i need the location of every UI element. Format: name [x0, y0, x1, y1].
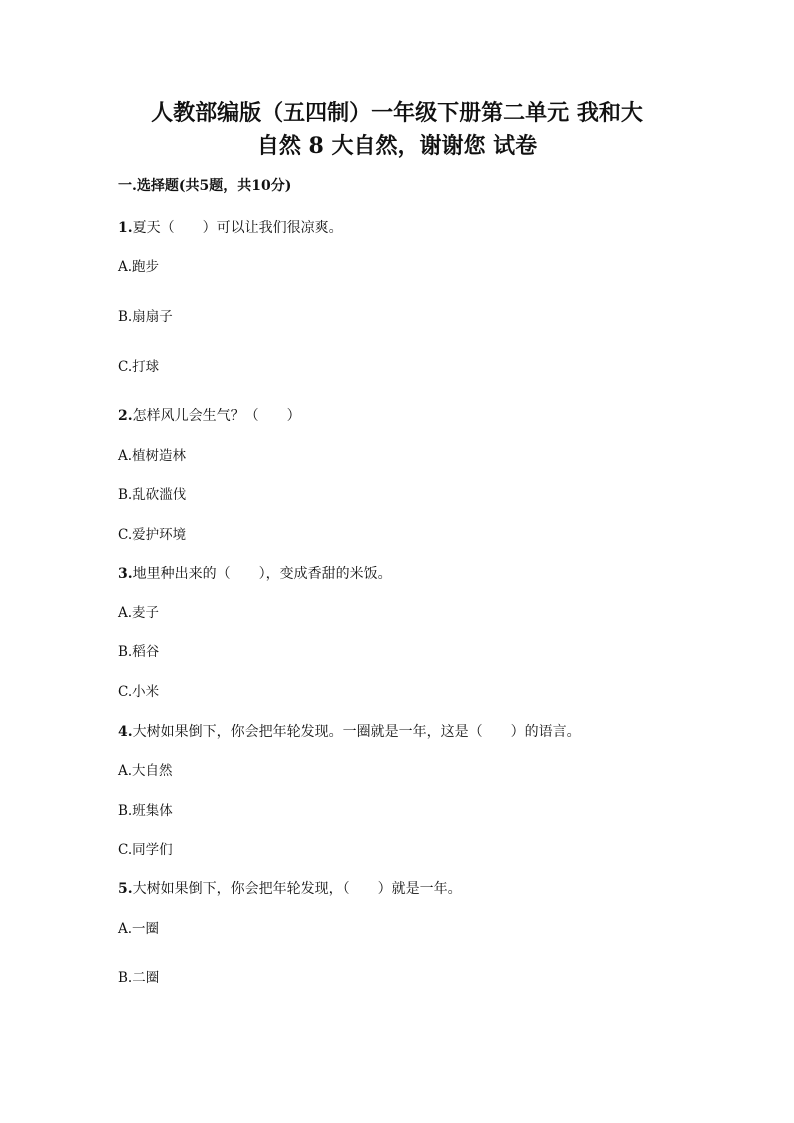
- question-5-option-a: A.一圈: [118, 921, 160, 937]
- question-text: 怎样风儿会生气？（ ）: [132, 408, 301, 424]
- question-5: [118, 879, 462, 899]
- exam-title-line-2: 自然 8 大自然，谢谢您 试卷: [256, 133, 538, 159]
- question-text: 夏天（ ）可以让我们很凉爽。: [132, 220, 343, 236]
- question-3-option-c: C.小米: [118, 684, 160, 700]
- question-4: [118, 722, 581, 742]
- question-2-option-c: C.爱护环境: [118, 527, 187, 543]
- question-text: 大树如果倒下，你会把年轮发现。一圈就是一年，这是（ ）的语言。: [132, 724, 581, 740]
- question-text: 大树如果倒下，你会把年轮发现，（ ）就是一年。: [132, 881, 462, 897]
- question-1-option-c: C.打球: [118, 359, 160, 375]
- question-1-option-a: A.跑步: [118, 259, 160, 275]
- question-number: 1.: [118, 220, 133, 236]
- question-2-option-a: A.植树造林: [118, 448, 187, 464]
- question-3-option-b: B.稻谷: [118, 644, 160, 660]
- question-number: 3.: [118, 566, 133, 582]
- question-1: [118, 218, 343, 238]
- question-3: [118, 564, 392, 584]
- exam-title-line-1: 人教部编版（五四制）一年级下册第二单元 我和大: [151, 100, 643, 126]
- question-5-option-b: B.二圈: [118, 970, 160, 986]
- question-text: 地里种出来的（ ），变成香甜的米饭。: [132, 566, 392, 582]
- question-4-option-c: C.同学们: [118, 842, 173, 858]
- question-number: 5.: [118, 881, 133, 897]
- question-3-option-a: A.麦子: [118, 605, 160, 621]
- question-1-option-b: B.扇扇子: [118, 309, 173, 325]
- question-number: 2.: [118, 408, 133, 424]
- question-2-option-b: B.乱砍滥伐: [118, 487, 187, 503]
- section-heading: 一.选择题(共5题，共10分): [118, 178, 292, 194]
- question-4-option-a: A.大自然: [118, 763, 173, 779]
- question-4-option-b: B.班集体: [118, 803, 173, 819]
- question-2: [118, 406, 301, 426]
- question-number: 4.: [118, 724, 133, 740]
